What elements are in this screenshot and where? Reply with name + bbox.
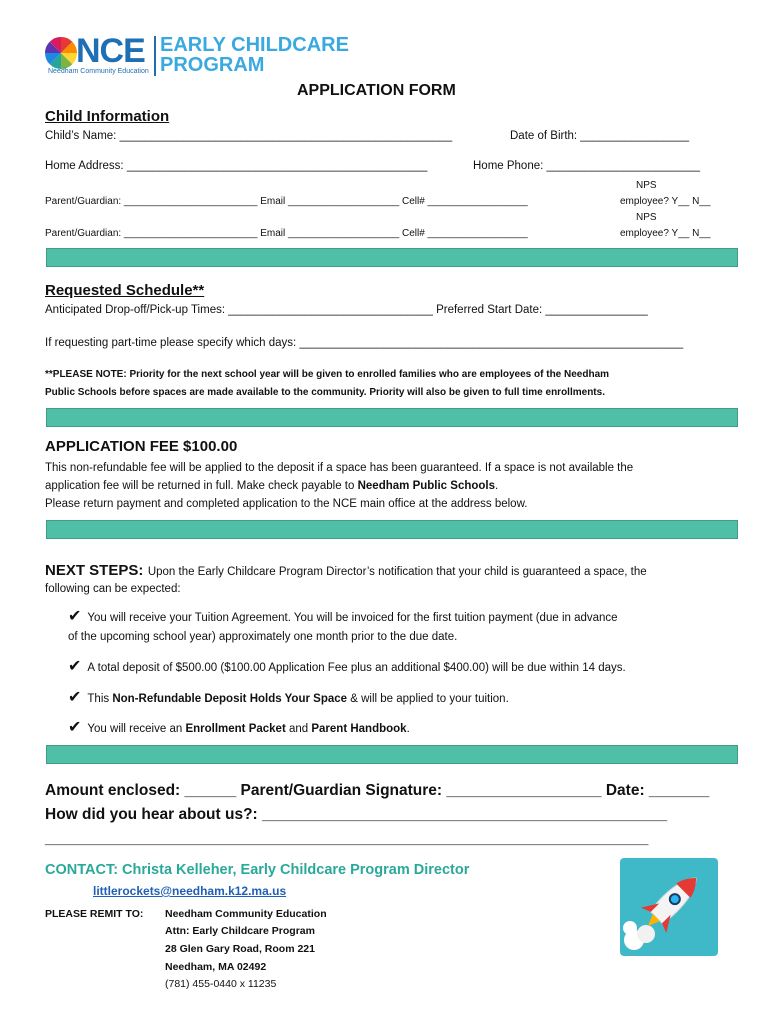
logo-subtitle: Needham Community Education [48, 68, 149, 75]
parttime-days-field[interactable]: If requesting part-time please specify which days: ____________________________________________________________ [45, 337, 684, 349]
checkmark-icon: ✔ [68, 658, 82, 675]
form-title: APPLICATION FORM [297, 82, 456, 99]
program-line1: EARLY CHILDCARE [160, 34, 349, 56]
item3-post: & will be applied to your tuition. [347, 693, 509, 705]
item3-pre: This [87, 693, 113, 705]
fee-text-2 [45, 480, 498, 492]
fee-text-2-post: . [495, 480, 499, 492]
item4-pre: You will receive an [87, 723, 186, 735]
next-step-item-1 [68, 606, 618, 626]
fee-text-3: Please return payment and completed application to the NCE main office at the address below. [45, 498, 528, 510]
address-line-3: 28 Glen Gary Road, Room 221 [165, 943, 315, 955]
divider-band [46, 248, 738, 267]
address-line-1: Needham Community Education [165, 908, 327, 920]
nps-label-2: NPS [636, 212, 657, 223]
next-steps-intro [45, 562, 647, 580]
nps-label-1: NPS [636, 180, 657, 191]
contact-email-link[interactable]: littlerockets@needham.k12.ma.us [93, 884, 287, 898]
how-did-you-hear-line[interactable]: How did you hear about us?: _______________________________________________ [45, 806, 668, 823]
nce-logo [44, 34, 364, 82]
rocket-illustration [620, 858, 718, 956]
fee-heading: APPLICATION FEE $100.00 [45, 438, 238, 455]
next-steps-intro-text: Upon the Early Childcare Program Director’s notification that your child is guaranteed a space, the [147, 566, 647, 578]
remit-label: PLEASE REMIT TO: [45, 908, 144, 920]
item4-mid: and [285, 723, 312, 735]
contact-line: CONTACT: Christa Kelleher, Early Childcare Program Director [45, 862, 470, 878]
dob-field[interactable]: Date of Birth: _________________ [510, 130, 690, 142]
next-steps-heading: NEXT STEPS: [45, 562, 144, 579]
checkmark-icon: ✔ [68, 608, 82, 625]
priority-note-1: **PLEASE NOTE: Priority for the next school year will be given to enrolled families who are employees of the Needham [45, 369, 610, 380]
rocket-icon [620, 858, 718, 956]
phone-number: (781) 455-0440 x 11235 [165, 978, 277, 990]
next-step-item-4 [68, 717, 410, 737]
amount-signature-date-line[interactable]: Amount enclosed: ______ Parent/Guardian Signature: __________________ Date: _______ [45, 782, 710, 799]
checkmark-icon: ✔ [68, 689, 82, 706]
item4-post: . [406, 723, 410, 735]
checkmark-icon: ✔ [68, 719, 82, 736]
next-step-item-2-text: A total deposit of $500.00 ($100.00 Application Fee plus an additional $400.00) will be due within 14 days. [87, 662, 626, 674]
fee-text-1: This non-refundable fee will be applied to the deposit if a space has been guaranteed. If a space is not available the [45, 462, 634, 474]
parent1-fields[interactable]: Parent/Guardian: ________________________ Email ____________________ Cell# __________________ [45, 196, 528, 207]
parent-handbook: Parent Handbook [311, 723, 407, 735]
parent2-fields[interactable]: Parent/Guardian: ________________________ Email ____________________ Cell# __________________ [45, 228, 528, 239]
address-line-4: Needham, MA 02492 [165, 961, 267, 973]
next-step-item-1-cont: of the upcoming school year) approximately one month prior to the due date. [68, 631, 458, 643]
child-name-field[interactable]: Child’s Name: ____________________________________________________ [45, 130, 453, 142]
divider-band [46, 520, 738, 539]
item3-bold: Non-Refundable Deposit Holds Your Space [112, 693, 348, 705]
enrollment-packet: Enrollment Packet [185, 723, 286, 735]
schedule-heading: Requested Schedule** [45, 282, 205, 299]
logo-pinwheel-icon [44, 36, 78, 70]
next-step-item-3 [68, 687, 509, 707]
nps-employee-1[interactable]: employee? Y__ N__ [620, 196, 711, 207]
payee-name: Needham Public Schools [357, 480, 496, 492]
address-line-2: Attn: Early Childcare Program [165, 925, 315, 937]
home-address-field[interactable]: Home Address: _______________________________________________ [45, 160, 428, 172]
home-phone-field[interactable]: Home Phone: ________________________ [473, 160, 701, 172]
next-steps-intro-2: following can be expected: [45, 583, 181, 595]
divider-band [46, 408, 738, 427]
next-step-item-1-text: You will receive your Tuition Agreement. You will be invoiced for the first tuition payment (due in advance [87, 612, 618, 624]
logo-letters: NCE [76, 32, 145, 70]
extra-blank-line[interactable]: ______________________________________________________________________ [45, 830, 649, 847]
next-step-item-2 [68, 656, 626, 676]
logo-divider [154, 36, 156, 76]
dropoff-times-field[interactable]: Anticipated Drop-off/Pick-up Times: ________________________________ Preferred Start Date: ________________ [45, 304, 648, 316]
priority-note-2: Public Schools before spaces are made available to the community. Priority will also be given to full time enrollments. [45, 387, 605, 398]
fee-text-2-pre: application fee will be returned in full. Make check payable to [45, 480, 358, 492]
child-info-heading: Child Information [45, 108, 170, 125]
nps-employee-2[interactable]: employee? Y__ N__ [620, 228, 711, 239]
divider-band [46, 745, 738, 764]
program-line2: PROGRAM [160, 54, 265, 76]
